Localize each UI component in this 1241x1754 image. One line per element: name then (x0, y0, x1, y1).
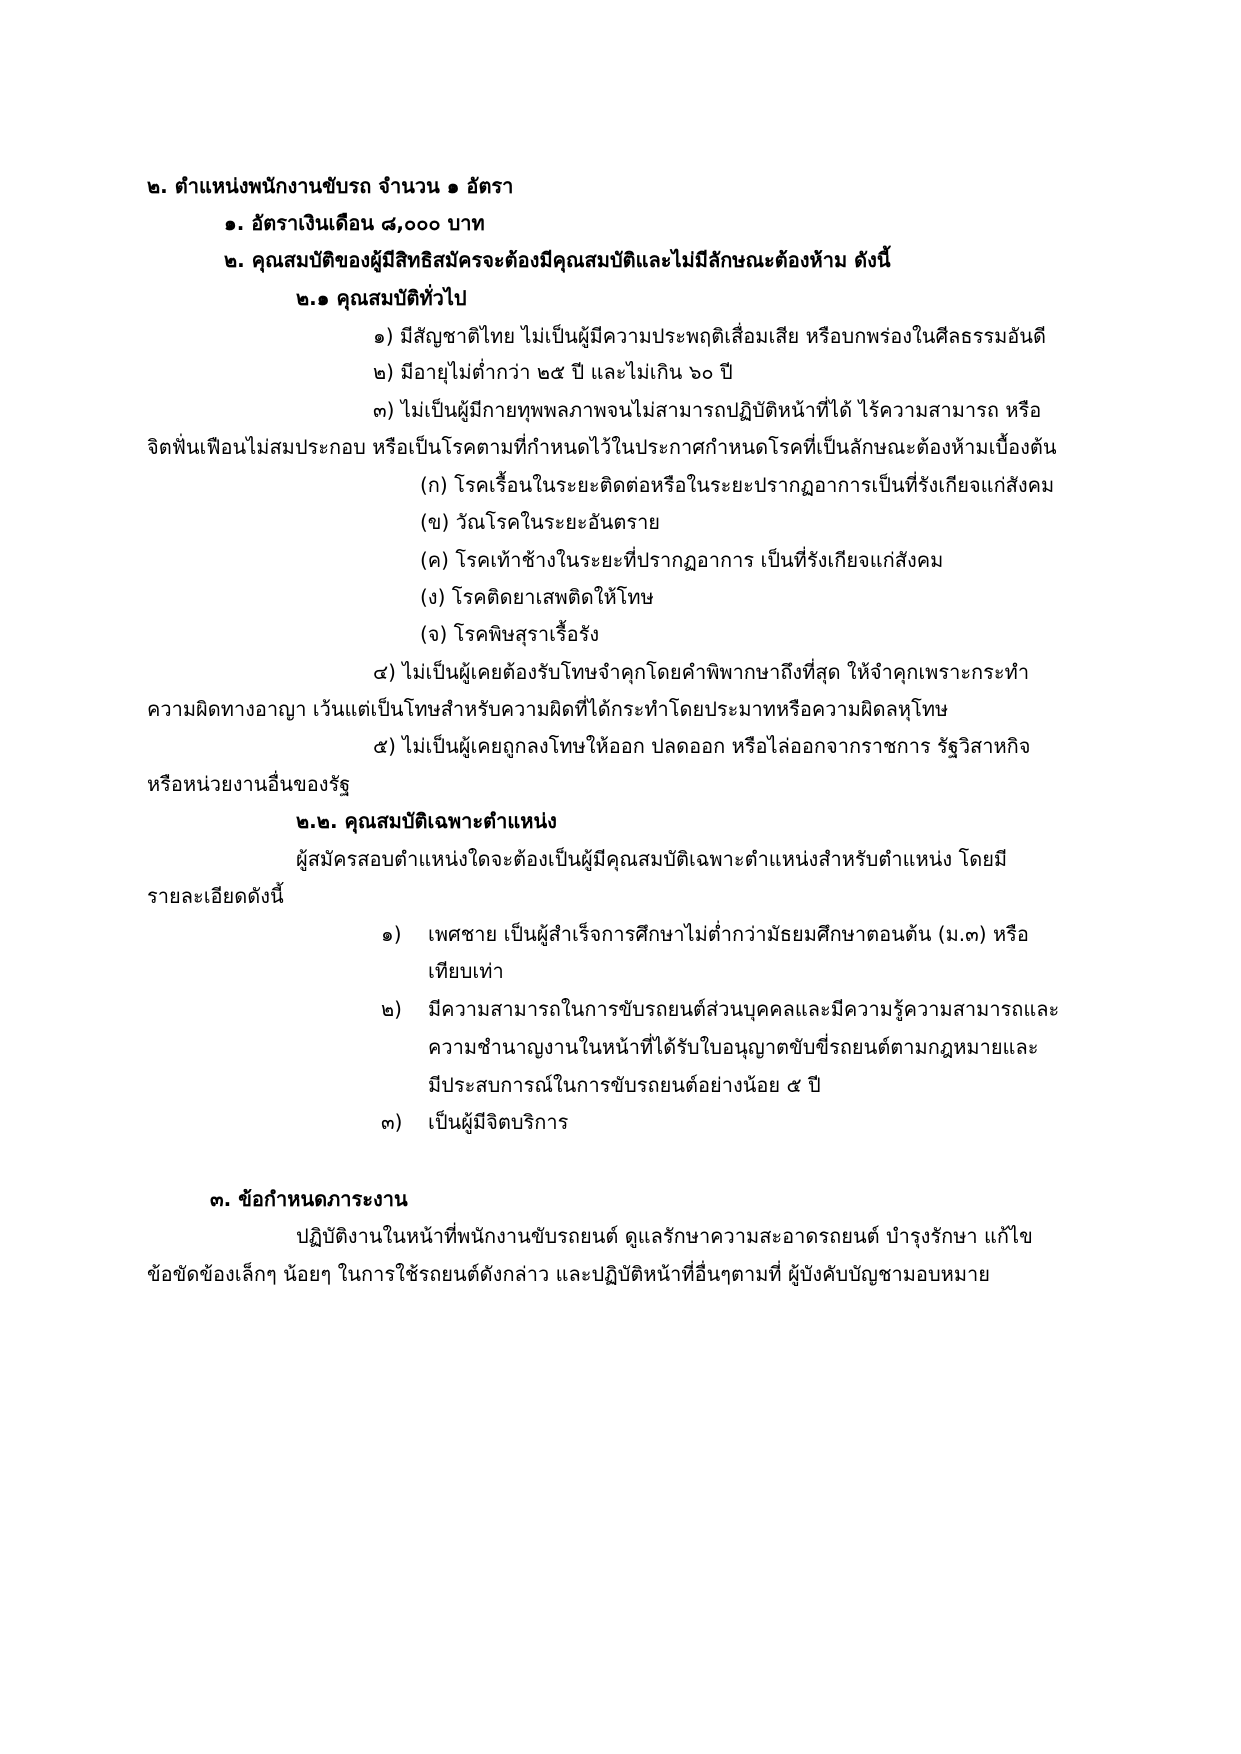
salary-line: ๑. อัตราเงินเดือน ๘,๐๐๐ บาท (224, 211, 485, 235)
specific-item-3-number: ๓) (381, 1110, 403, 1134)
specific-intro-line-2: รายละเอียดดังนี้ (147, 884, 284, 908)
disease-item-d: (ง) โรคติดยาเสพติดให้โทษ (420, 585, 654, 609)
general-item-5-line-2: หรือหน่วยงานอื่นของรัฐ (147, 772, 351, 796)
general-item-2: ๒) มีอายุไม่ต่ำกว่า ๒๕ ปี และไม่เกิน ๖๐ ปี (373, 360, 733, 384)
specific-item-2-number: ๒) (381, 997, 402, 1021)
disease-item-c: (ค) โรคเท้าช้างในระยะที่ปรากฏอาการ เป็นที่รังเกียจแก่สังคม (420, 548, 944, 572)
specific-item-3-line-1: เป็นผู้มีจิตบริการ (428, 1110, 569, 1134)
duties-heading: ๓. ข้อกำหนดภาระงาน (210, 1187, 408, 1211)
duties-line-1: ปฏิบัติงานในหน้าที่พนักงานขับรถยนต์ ดูแลรักษาความสะอาดรถยนต์ บำรุงรักษา แก้ไข (296, 1224, 1033, 1248)
duties-line-2: ข้อขัดข้องเล็กๆ น้อยๆ ในการใช้รถยนต์ดังกล่าว และปฏิบัติหน้าที่อื่นๆตามที่ ผู้บังคับบัญชามอบหมาย (147, 1262, 990, 1286)
qualifications-heading: ๒. คุณสมบัติของผู้มีสิทธิสมัครจะต้องมีคุณสมบัติและไม่มีลักษณะต้องห้าม ดังนี้ (224, 248, 891, 272)
specific-item-2-line-2: ความชำนาญงานในหน้าที่ได้รับใบอนุญาตขับขี่รถยนต์ตามกฎหมายและ (428, 1035, 1039, 1059)
specific-intro-line-1: ผู้สมัครสอบตำแหน่งใดจะต้องเป็นผู้มีคุณสมบัติเฉพาะตำแหน่งสำหรับตำแหน่ง โดยมี (296, 847, 1008, 871)
position-title: ๒. ตำแหน่งพนักงานขับรถ จำนวน ๑ อัตรา (147, 174, 514, 198)
general-item-1: ๑) มีสัญชาติไทย ไม่เป็นผู้มีความประพฤติเสื่อมเสีย หรือบกพร่องในศีลธรรมอันดี (373, 324, 1046, 348)
specific-item-1-line-1: เพศชาย เป็นผู้สำเร็จการศึกษาไม่ต่ำกว่ามัธยมศึกษาตอนต้น (ม.๓) หรือ (428, 922, 1029, 946)
disease-item-a: (ก) โรคเรื้อนในระยะติดต่อหรือในระยะปรากฏอาการเป็นที่รังเกียจแก่สังคม (420, 473, 1055, 497)
general-qualifications-heading: ๒.๑ คุณสมบัติทั่วไป (296, 286, 467, 310)
specific-item-1-number: ๑) (381, 922, 402, 946)
specific-item-1-line-2: เทียบเท่า (428, 959, 504, 983)
specific-item-2-line-1: มีความสามารถในการขับรถยนต์ส่วนบุคคลและมีความรู้ความสามารถและ (428, 997, 1060, 1021)
specific-item-2-line-3: มีประสบการณ์ในการขับรถยนต์อย่างน้อย ๕ ปี (428, 1073, 821, 1097)
specific-qualifications-heading: ๒.๒. คุณสมบัติเฉพาะตำแหน่ง (296, 809, 557, 833)
general-item-3-line-2: จิตฟั่นเฟือนไม่สมประกอบ หรือเป็นโรคตามที่กำหนดไว้ในประกาศกำหนดโรคที่เป็นลักษณะต้องห้ามเบื้องต้น (147, 435, 1057, 459)
disease-item-b: (ข) วัณโรคในระยะอันตราย (420, 510, 661, 534)
general-item-4-line-1: ๔) ไม่เป็นผู้เคยต้องรับโทษจำคุกโดยคำพิพากษาถึงที่สุด ให้จำคุกเพราะกระทำ (373, 660, 1030, 684)
general-item-4-line-2: ความผิดทางอาญา เว้นแต่เป็นโทษสำหรับความผิดที่ได้กระทำโดยประมาทหรือความผิดลหุโทษ (147, 697, 949, 721)
general-item-3-line-1: ๓) ไม่เป็นผู้มีกายทุพพลภาพจนไม่สามารถปฏิบัติหน้าที่ได้ ไร้ความสามารถ หรือ (373, 398, 1042, 422)
general-item-5-line-1: ๕) ไม่เป็นผู้เคยถูกลงโทษให้ออก ปลดออก หรือไล่ออกจากราชการ รัฐวิสาหกิจ (373, 734, 1031, 758)
disease-item-e: (จ) โรคพิษสุราเรื้อรัง (420, 622, 600, 646)
